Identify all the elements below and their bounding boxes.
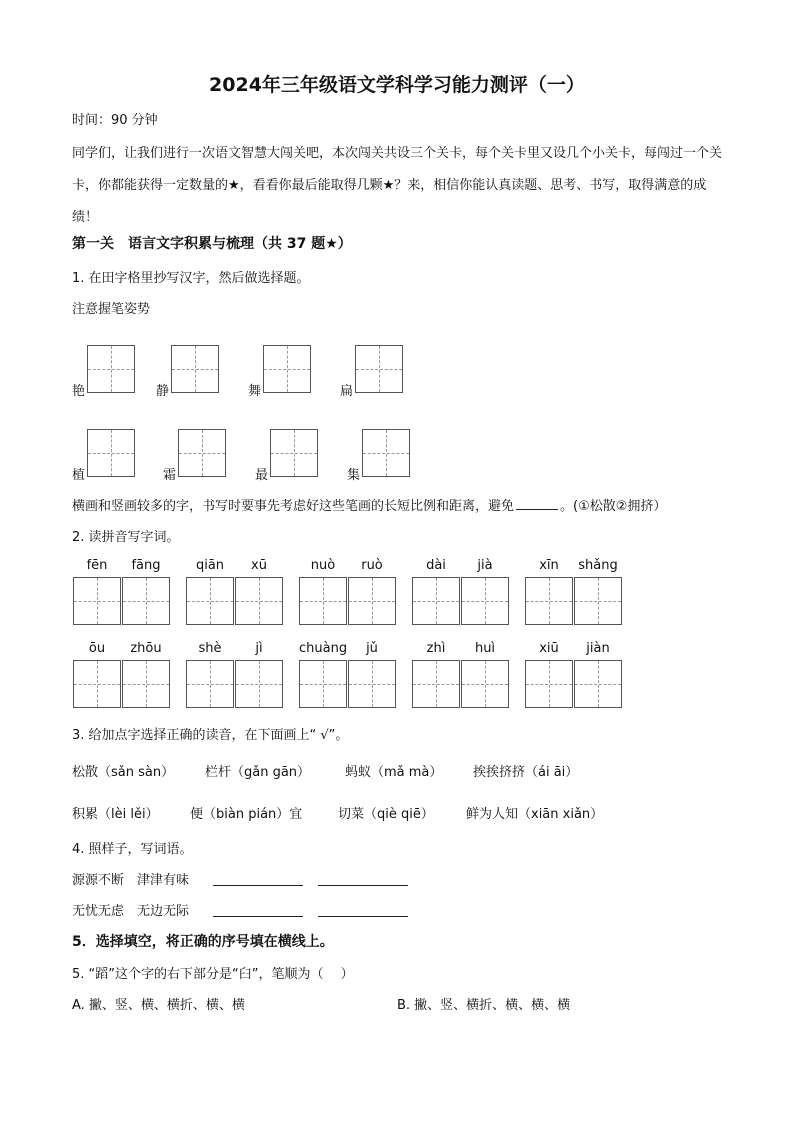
pronunciation-choice[interactable]: 挨挨挤挤（ái āi） (473, 765, 579, 780)
writing-grid[interactable] (73, 660, 121, 708)
copy-char: 最 (255, 468, 269, 483)
answer-blank[interactable] (318, 915, 408, 917)
writing-grid[interactable] (87, 429, 135, 477)
pronunciation-choice[interactable]: 鲜为人知（xiān xiǎn） (466, 807, 604, 822)
writing-grid[interactable] (186, 577, 234, 625)
q5-prompt: 5. “蹈”这个字的右下部分是“臼”，笔顺为（ ） (72, 967, 354, 982)
pinyin-label: jǔ (366, 641, 378, 656)
section-1-heading: 第一关 语言文字积累与梳理（共 37 题★） (72, 236, 352, 252)
pronunciation-choice[interactable]: 便（biàn pián）宜 (190, 807, 303, 822)
pronunciation-choice[interactable]: 切菜（qiè qiē） (338, 807, 434, 822)
writing-grid[interactable] (362, 429, 410, 477)
pinyin-label: fēn (86, 558, 108, 573)
time-label: 时间：90 分钟 (72, 113, 158, 128)
pinyin-label: chuàng (299, 641, 348, 656)
pinyin-label: jiàn (586, 641, 610, 656)
writing-grid[interactable] (525, 660, 573, 708)
q1-prompt: 1. 在田字格里抄写汉字，然后做选择题。 (72, 271, 310, 286)
writing-grid[interactable] (186, 660, 234, 708)
writing-grid[interactable] (355, 345, 403, 393)
pinyin-label: ruò (361, 558, 383, 573)
copy-char: 艳 (72, 384, 86, 399)
q1-sentence (72, 495, 666, 514)
writing-grid[interactable] (178, 429, 226, 477)
q4-example-1: 源源不断 津津有味 (72, 873, 190, 888)
pinyin-label: xīn (539, 558, 559, 573)
q4-prompt: 4. 照样子，写词语。 (72, 842, 193, 857)
intro-paragraph: 同学们，让我们进行一次语文智慧大闯关吧，本次闯关共设三个关卡，每个关卡里又设几个小关卡，每闯过一个关卡，你都能获得一定数量的★，看看你最后能取得几颗★？来，相信你能认真读题、思考、书写，取得满意的成绩！ (72, 146, 723, 225)
pronunciation-choice[interactable]: 蚂蚁（mǎ mà） (345, 765, 443, 780)
writing-grid[interactable] (412, 577, 460, 625)
pinyin-label: zhōu (130, 641, 162, 656)
writing-grid[interactable] (122, 660, 170, 708)
copy-char: 集 (347, 468, 361, 483)
copy-char: 舞 (248, 384, 262, 399)
pinyin-label: zhì (426, 641, 446, 656)
answer-blank[interactable] (516, 497, 558, 510)
copy-char: 扁 (340, 384, 354, 399)
writing-grid[interactable] (574, 660, 622, 708)
writing-grid[interactable] (122, 577, 170, 625)
answer-blank[interactable] (213, 915, 303, 917)
pinyin-label: jià (477, 558, 493, 573)
copy-char: 静 (156, 384, 170, 399)
writing-grid[interactable] (87, 345, 135, 393)
copy-char: 植 (72, 468, 86, 483)
writing-grid[interactable] (574, 577, 622, 625)
pinyin-label: fāng (131, 558, 161, 573)
q4-example-2: 无忧无虑 无边无际 (72, 904, 190, 919)
writing-grid[interactable] (299, 577, 347, 625)
writing-grid[interactable] (348, 577, 396, 625)
q3-prompt: 3. 给加点字选择正确的读音，在下面画上“ √”。 (72, 728, 349, 743)
pronunciation-choice[interactable]: 栏杆（gǎn gān） (205, 765, 311, 780)
answer-blank[interactable] (318, 884, 408, 886)
writing-grid[interactable] (235, 577, 283, 625)
page-title: 2024年三年级语文学科学习能力测评（一） (209, 74, 585, 96)
writing-grid[interactable] (171, 345, 219, 393)
pinyin-label: dài (426, 558, 446, 573)
writing-grid[interactable] (270, 429, 318, 477)
answer-blank[interactable] (213, 884, 303, 886)
q2-prompt: 2. 读拼音写字词。 (72, 530, 180, 545)
writing-grid[interactable] (73, 577, 121, 625)
pinyin-label: shè (198, 641, 222, 656)
writing-grid[interactable] (461, 660, 509, 708)
writing-grid[interactable] (235, 660, 283, 708)
q1-sentence-after: 。(①松散②拥挤） (560, 499, 667, 514)
pinyin-label: shǎng (578, 558, 618, 573)
pinyin-label: huì (474, 641, 496, 656)
pronunciation-choice[interactable]: 松散（sǎn sàn） (72, 765, 175, 780)
pronunciation-choice[interactable]: 积累（lèi lěi） (72, 807, 159, 822)
pinyin-label: ōu (88, 641, 106, 656)
writing-grid[interactable] (412, 660, 460, 708)
pinyin-label: nuò (310, 558, 336, 573)
writing-grid[interactable] (299, 660, 347, 708)
q1-note: 注意握笔姿势 (72, 302, 151, 317)
q5-option-b[interactable]: B. 撇、竖、横折、横、横、横 (397, 998, 571, 1013)
writing-grid[interactable] (461, 577, 509, 625)
copy-char: 霜 (163, 468, 177, 483)
pinyin-label: jì (255, 641, 263, 656)
pinyin-label: xū (251, 558, 267, 573)
writing-grid[interactable] (525, 577, 573, 625)
writing-grid[interactable] (348, 660, 396, 708)
q1-sentence-before: 横画和竖画较多的字，书写时要事先考虑好这些笔画的长短比例和距离，避免 (72, 499, 515, 514)
q5-option-a[interactable]: A. 撇、竖、横、横折、横、横 (72, 998, 245, 1013)
pinyin-label: xiū (539, 641, 559, 656)
section-5-heading: 5．选择填空，将正确的序号填在横线上。 (72, 934, 334, 950)
writing-grid[interactable] (263, 345, 311, 393)
pinyin-label: qiān (195, 558, 225, 573)
